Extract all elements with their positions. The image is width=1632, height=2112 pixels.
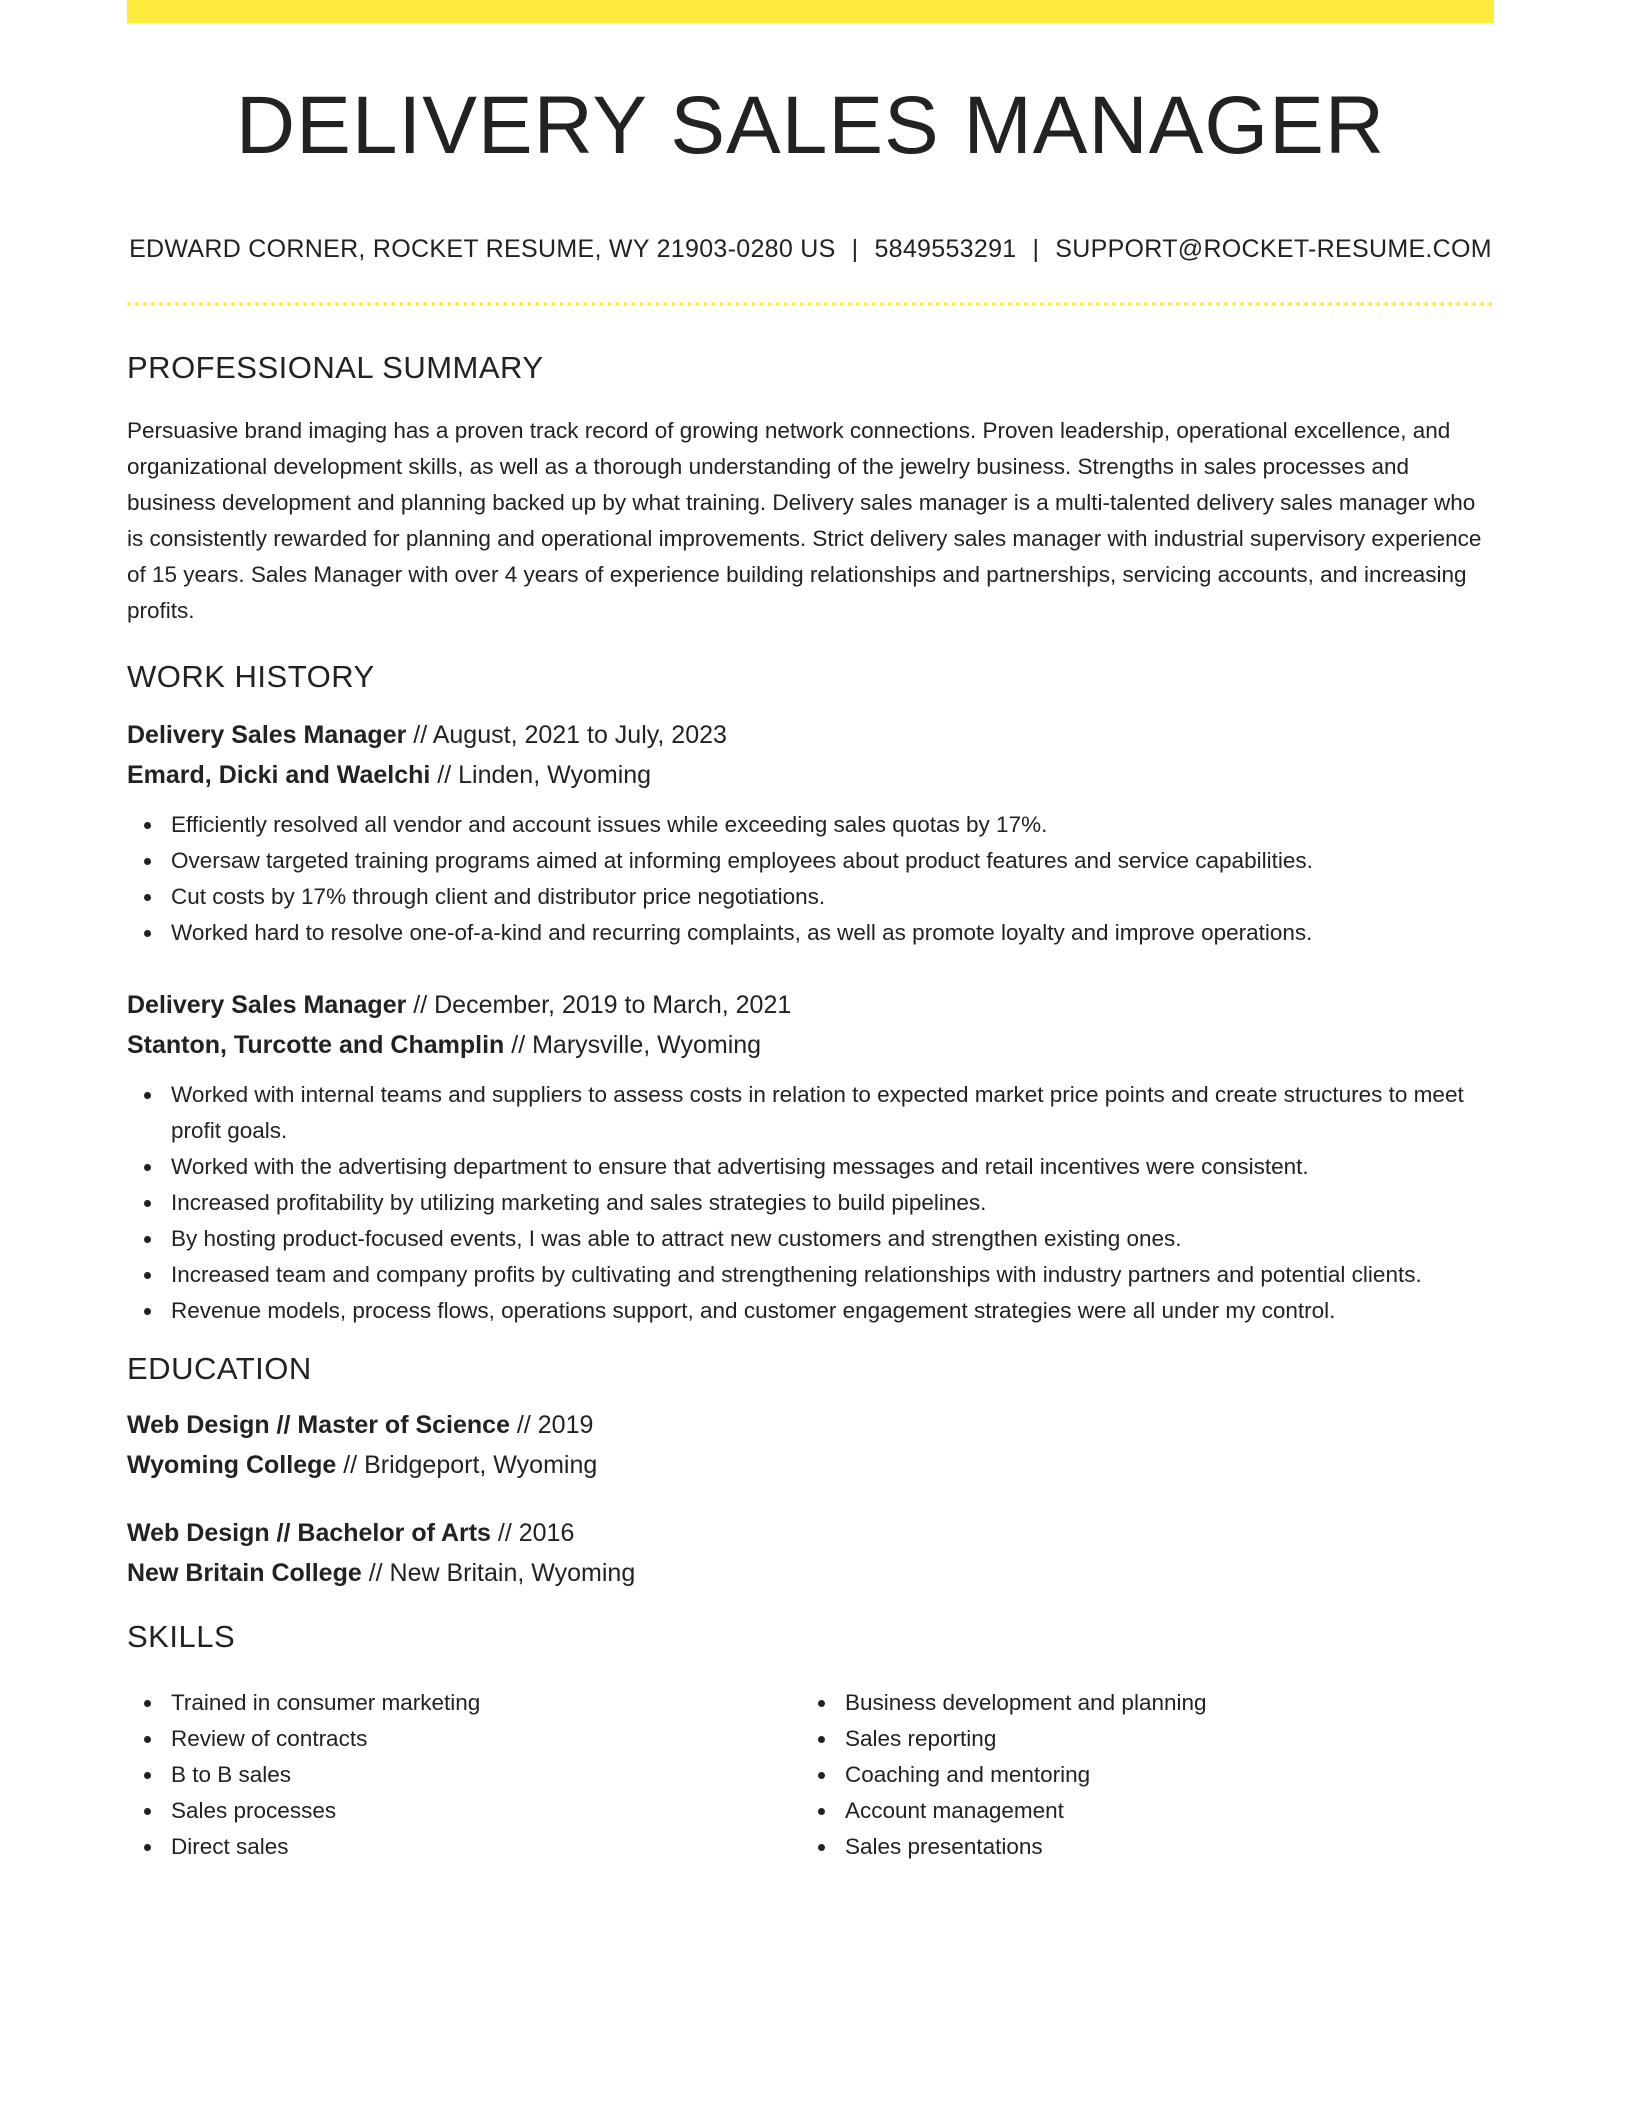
education-entry xyxy=(127,1405,1494,1485)
job-role: Delivery Sales Manager xyxy=(127,991,407,1019)
skill-item: Sales presentations xyxy=(801,1829,1475,1865)
list-item: Increased profitability by utilizing marketing and sales strategies to build pipelines. xyxy=(127,1185,1494,1221)
job-company-line xyxy=(127,755,1494,795)
job-role-line xyxy=(127,715,1494,755)
accent-bar xyxy=(127,0,1494,23)
education-entry xyxy=(127,1513,1494,1593)
school-location: // New Britain, Wyoming xyxy=(361,1559,636,1587)
dotted-divider xyxy=(127,302,1494,306)
job-entry xyxy=(127,715,1494,951)
skill-item: Business development and planning xyxy=(801,1685,1475,1721)
summary-heading: PROFESSIONAL SUMMARY xyxy=(127,350,544,385)
skills-list-right xyxy=(801,1685,1475,1865)
skill-item: Account management xyxy=(801,1793,1475,1829)
job-role-line xyxy=(127,985,1494,1025)
skills-heading: SKILLS xyxy=(127,1619,236,1654)
skill-item: Direct sales xyxy=(127,1829,801,1865)
list-item: Increased team and company profits by cultivating and strengthening relationships with industry partners and potential clients. xyxy=(127,1257,1494,1293)
job-location: // Linden, Wyoming xyxy=(430,761,652,789)
degree: Web Design // Bachelor of Arts xyxy=(127,1519,491,1547)
contact-separator: | xyxy=(1032,235,1040,263)
contact-separator: | xyxy=(851,235,859,263)
list-item: Revenue models, process flows, operations support, and customer engagement strategies were all under my control. xyxy=(127,1293,1494,1329)
list-item: Cut costs by 17% through client and distributor price negotiations. xyxy=(127,879,1494,915)
degree-line xyxy=(127,1405,1494,1445)
school: New Britain College xyxy=(127,1559,362,1587)
address: EDWARD CORNER, ROCKET RESUME, WY 21903-0280 US xyxy=(129,235,836,263)
degree-year: // 2019 xyxy=(509,1411,594,1439)
work-history-heading: WORK HISTORY xyxy=(127,659,375,694)
summary-text: Persuasive brand imaging has a proven track record of growing network connections. Proven leadership, operational excellence, and organizational development skills, as well as a thorough understanding of the jewelry business. Strengths in sales processes and business development and planning backed up by what training. Delivery sales manager is a multi-talented delivery sales manager who is consistently rewarded for planning and operational improvements. Strict delivery sales manager with industrial supervisory experience of 15 years. Sales Manager with over 4 years of experience building relationships and partnerships, servicing accounts, and increasing profits. xyxy=(127,418,1482,623)
job-entry xyxy=(127,985,1494,1329)
contact-line xyxy=(127,235,1494,264)
list-item: Worked with the advertising department to ensure that advertising messages and retail incentives were consistent. xyxy=(127,1149,1494,1185)
skill-item: Sales reporting xyxy=(801,1721,1475,1757)
job-location: // Marysville, Wyoming xyxy=(504,1031,762,1059)
job-company: Stanton, Turcotte and Champlin xyxy=(127,1031,505,1059)
skill-item: Sales processes xyxy=(127,1793,801,1829)
list-item: By hosting product-focused events, I was able to attract new customers and strengthen existing ones. xyxy=(127,1221,1494,1257)
school-line xyxy=(127,1553,1494,1593)
degree: Web Design // Master of Science xyxy=(127,1411,510,1439)
degree-line xyxy=(127,1513,1494,1553)
skill-item: Coaching and mentoring xyxy=(801,1757,1475,1793)
job-company-line xyxy=(127,1025,1494,1065)
list-item: Worked hard to resolve one-of-a-kind and recurring complaints, as well as promote loyalty and improve operations. xyxy=(127,915,1494,951)
list-item: Oversaw targeted training programs aimed at informing employees about product features and service capabilities. xyxy=(127,843,1494,879)
skill-item: B to B sales xyxy=(127,1757,801,1793)
job-dates: // August, 2021 to July, 2023 xyxy=(406,721,727,749)
job-bullets xyxy=(127,807,1494,951)
resume-page xyxy=(127,0,1494,1865)
skills-columns xyxy=(127,1673,1494,1865)
skills-list-left xyxy=(127,1685,801,1865)
skill-item: Trained in consumer marketing xyxy=(127,1685,801,1721)
school-location: // Bridgeport, Wyoming xyxy=(336,1451,598,1479)
skill-item: Review of contracts xyxy=(127,1721,801,1757)
resume-title: DELIVERY SALES MANAGER xyxy=(235,80,1386,171)
job-role: Delivery Sales Manager xyxy=(127,721,407,749)
education-heading: EDUCATION xyxy=(127,1351,312,1386)
list-item: Worked with internal teams and suppliers to assess costs in relation to expected market price points and create structures to meet profit goals. xyxy=(127,1077,1494,1149)
school: Wyoming College xyxy=(127,1451,337,1479)
job-dates: // December, 2019 to March, 2021 xyxy=(406,991,792,1019)
email: SUPPORT@ROCKET-RESUME.COM xyxy=(1055,235,1492,263)
job-bullets xyxy=(127,1077,1494,1329)
job-company: Emard, Dicki and Waelchi xyxy=(127,761,431,789)
phone: 5849553291 xyxy=(874,235,1017,263)
list-item: Efficiently resolved all vendor and account issues while exceeding sales quotas by 17%. xyxy=(127,807,1494,843)
school-line xyxy=(127,1445,1494,1485)
degree-year: // 2016 xyxy=(490,1519,575,1547)
